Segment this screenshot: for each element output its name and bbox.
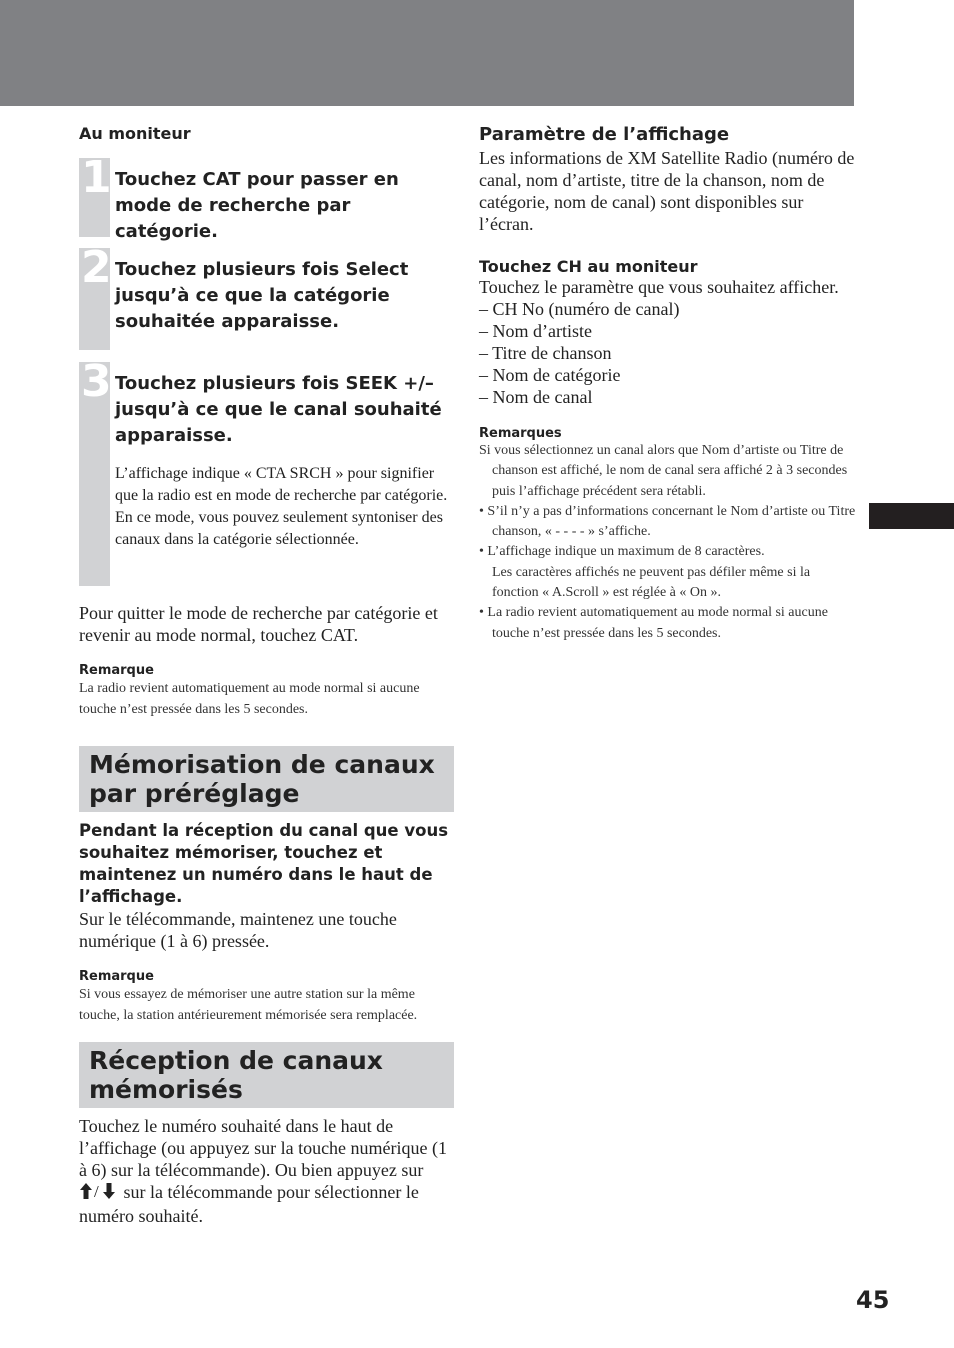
- section-title: Réception de canaux mémorisés: [89, 1046, 383, 1104]
- note-text: Si vous essayez de mémoriser une autre station sur la même touche, la station antérieurement mémorisée sera remplacée.: [79, 987, 418, 1023]
- display-intro: Les informations de XM Satellite Radio (numéro de canal, nom d’artiste, titre de la chanson, nom de catégorie, nom de canal) sont disponibles sur l’écran.: [479, 148, 855, 234]
- list-item: – Nom de canal: [479, 387, 593, 407]
- display-options-list: [479, 298, 859, 408]
- list-item: – Nom de catégorie: [479, 365, 621, 385]
- section-header-reception: [79, 1042, 454, 1108]
- reception-instructions: [79, 1115, 454, 1227]
- step-number: 3: [81, 356, 112, 407]
- reception-text-b: sur la télécommande pour sélectionner le numéro souhaité.: [79, 1182, 419, 1226]
- step-2: [79, 242, 454, 350]
- remote-instructions: Sur le télécommande, maintenez une touche numérique (1 à 6) pressée.: [79, 909, 397, 951]
- notes-list: [479, 441, 859, 644]
- preset-instructions: Pendant la réception du canal que vous souhaitez mémoriser, touchez et maintenez un numéro dans le haut de l’affichage.: [79, 821, 449, 906]
- svg-text:/: /: [94, 1182, 99, 1200]
- quit-instructions: Pour quitter le mode de recherche par catégorie et revenir au mode normal, touchez CAT.: [79, 603, 438, 645]
- step-text: Touchez CAT pour passer en mode de recherche par catégorie.: [115, 169, 399, 242]
- note-text: La radio revient automatiquement au mode normal si aucune touche n’est pressée dans les 5 secondes.: [79, 681, 420, 717]
- step-text: Touchez plusieurs fois SEEK +/– jusqu’à ce que le canal souhaité apparaisse.: [115, 373, 442, 446]
- notes-title: Remarques: [479, 426, 562, 441]
- list-item: – CH No (numéro de canal): [479, 299, 680, 319]
- step-3: [79, 356, 454, 586]
- display-instruction: Touchez le paramètre que vous souhaitez afficher.: [479, 277, 839, 297]
- ch-moniteur-subhead: Touchez CH au moniteur: [479, 257, 698, 276]
- au-moniteur-heading: Au moniteur: [79, 124, 191, 143]
- note-title: Remarque: [79, 969, 154, 984]
- page-number: 45: [856, 1286, 890, 1314]
- arrow-up-down-icon: [79, 1182, 119, 1205]
- list-item: – Nom d’artiste: [479, 321, 592, 341]
- left-column: [79, 124, 454, 1227]
- section-header-presets: [79, 746, 454, 812]
- header-bar: [0, 0, 854, 106]
- section-title: Mémorisation de canaux par préréglage: [89, 750, 435, 808]
- list-item: Les caractères affichés ne peuvent pas défiler même si la fonction « A.Scroll » est réglée à « On ».: [492, 564, 811, 601]
- display-parameter-heading: Paramètre de l’affichage: [479, 124, 730, 145]
- step-1: [79, 152, 454, 242]
- list-item: • S’il n’y a pas d’informations concernant le Nom d’artiste ou Titre chanson, « - - - - » s’affiche.: [479, 503, 856, 540]
- step-number: 2: [81, 242, 112, 293]
- list-item: • La radio revient automatiquement au mode normal si aucune touche n’est pressée dans les 5 secondes.: [479, 605, 828, 641]
- right-column: [479, 123, 859, 644]
- list-item: • L’affichage indique un maximum de 8 caractères.: [479, 544, 765, 560]
- step-text: Touchez plusieurs fois Select jusqu’à ce que la catégorie souhaitée apparaisse.: [115, 259, 409, 332]
- step-number: 1: [81, 152, 112, 203]
- reception-text-a: Touchez le numéro souhaité dans le haut de l’affichage (ou appuyez sur la touche numérique (1 à 6) sur la télécommande). Ou bien appuyez sur: [79, 1116, 448, 1180]
- note-title: Remarque: [79, 663, 154, 678]
- step-body: L’affichage indique « CTA SRCH » pour signifier que la radio est en mode de recherche par catégorie. En ce mode, vous pouvez seulement syntoniser des canaux dans la catégorie sélectionnée.: [115, 465, 448, 548]
- list-item: – Titre de chanson: [479, 343, 612, 363]
- list-item: Si vous sélectionnez un canal alors que Nom d’artiste ou Titre de chanson est affiché, le nom de canal sera affiché 2 à 3 secondes puis l’affichage précédent sera rétabli.: [479, 443, 848, 499]
- section-tab-marker: [869, 503, 954, 529]
